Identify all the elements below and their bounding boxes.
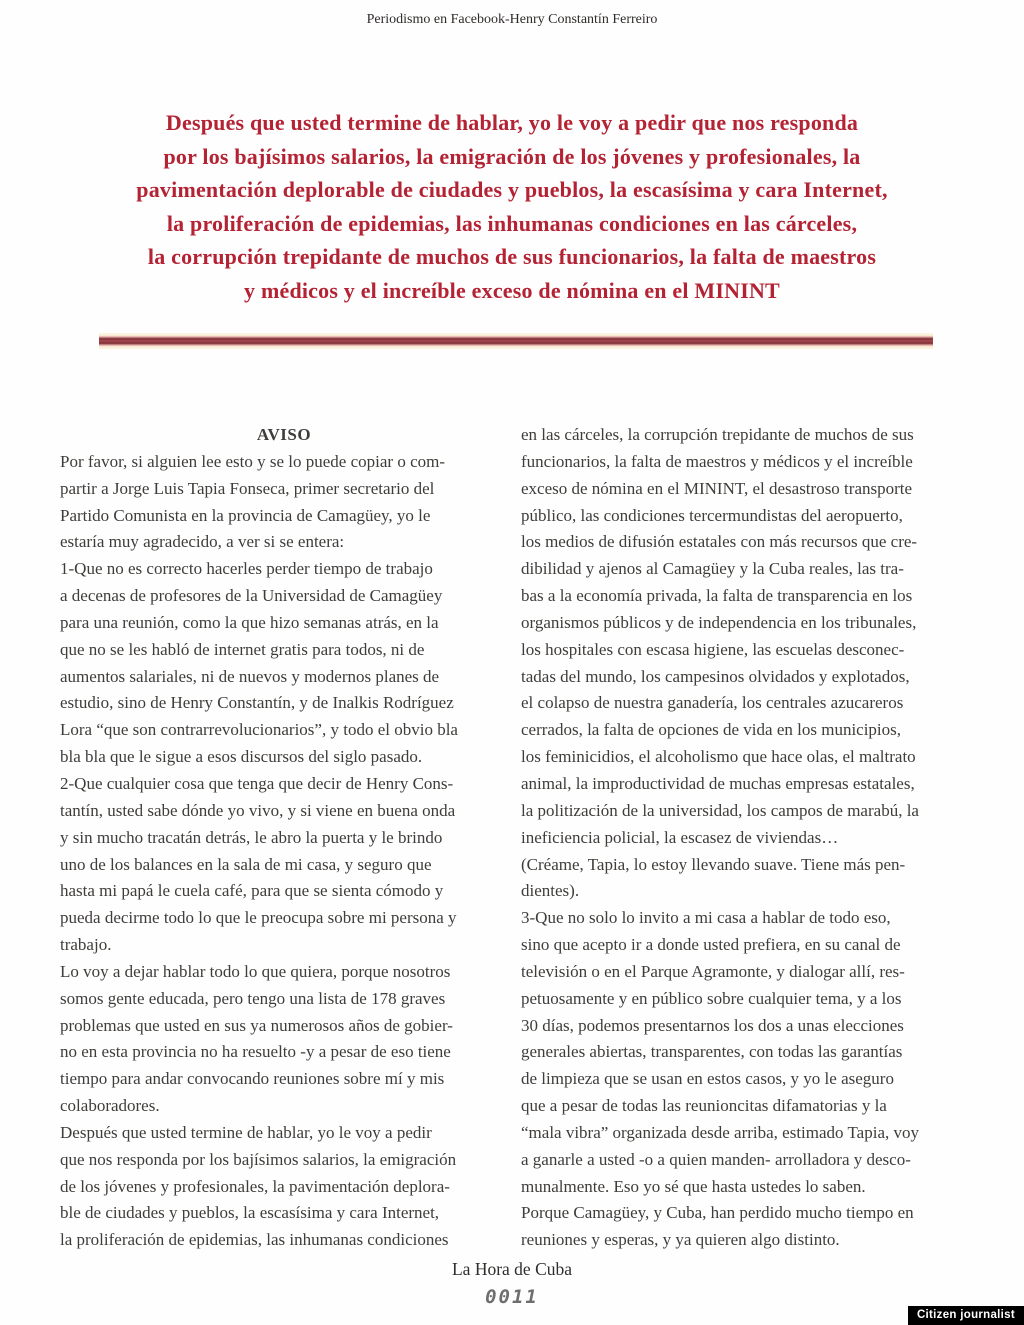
page-number: 0011 bbox=[485, 1286, 539, 1308]
body-column-right bbox=[521, 422, 977, 1254]
body-column-left bbox=[60, 422, 508, 1254]
body-text-right: en las cárceles, la corrupción trepidante de muchos de sus funcionarios, la falta de maestros y médicos y el increíble exceso de nómina en el MININT, el desastroso transporte público, las condiciones tercermundistas del aeropuerto, los medios de difusión estatales con más recursos que cre- dibilidad y ajenos al Camagüey y la Cuba reales, las tra- bas a la economía privada, la falta de transparencia en los organismos públicos y de independencia en los tribunales, los hospitales con escasa higiene, las escuelas desconec- tadas del mundo, los campesinos olvidados y explotados, el colapso de nuestra ganadería, los centrales azucareros cerrados, la falta de opciones de vida en los municipios, los feminicidios, el alcoholismo que hace olas, el maltrato animal, la improductividad de muchas empresas estatales, la politización de la universidad, los campos de marabú, la ineficiencia policial, la escasez de viviendas… (Créame, Tapia, lo estoy llevando suave. Tiene más pen- dientes). 3-Que no solo lo invito a mi casa a hablar de todo eso, sino que acepto ir a donde usted prefiera, en su canal de televisión o en el Parque Agramonte, y dialogar allí, res- petuosamente y en público sobre cualquier tema, y a los 30 días, podemos presentarnos los dos a unas elecciones generales abiertas, transparentes, con todas las garantías de limpieza que se usan en estos casos, y yo le aseguro que a pesar de todas las reunioncitas difamatorias y la “mala vibra” organizada desde arriba, estimado Tapia, voy a ganarle a usted -o a quien manden- arrolladora y desco- munalmente. Eso yo sé que hasta ustedes lo saben. Porque Camagüey, y Cuba, han perdido mucho tiempo en reuniones y esperas, y ya quieren algo distinto. bbox=[521, 425, 919, 1250]
page-running-header: Periodismo en Facebook-Henry Constantín Ferreiro bbox=[366, 12, 658, 27]
body-text-left: Por favor, si alguien lee esto y se lo puede copiar o com- partir a Jorge Luis Tapia Fonseca, primer secretario del Partido Comunista en la provincia de Camagüey, yo le estaría muy agradecido, a ver si se entera: 1-Que no es correcto hacerles perder tiempo de trabajo a decenas de profesores de la Universidad de Camagüey para una reunión, como la que hizo semanas atrás, en la que no se les habló de internet gratis para todos, ni de aumentos salariales, ni de nuevos y modernos planes de estudio, sino de Henry Constantín, y de Inalkis Rodríguez Lora “que son contrarrevolucionarios”, y todo el obvio bla bla bla que le sigue a esos discursos del siglo pasado. 2-Que cualquier cosa que tenga que decir de Henry Cons- tantín, usted sabe dónde yo vivo, y si viene en buena onda y sin mucho tracatán detrás, le abro la puerta y le brindo uno de los balances en la sala de mi casa, y seguro que hasta mi papá le cuela café, para que se sienta cómodo y pueda decirme todo lo que le preocupa sobre mi persona y trabajo. Lo voy a dejar hablar todo lo que quiera, porque nosotros somos gente educada, pero tengo una lista de 178 graves problemas que usted en sus ya numerosos años de gobier- no en esta provincia no ha resuelto -y a pesar de eso tiene tiempo para andar convocando reuniones sobre mí y mis colaboradores. Después que usted termine de hablar, yo le voy a pedir que nos responda por los bajísimos salarios, la emigración de los jóvenes y profesionales, la pavimentación deplora- ble de ciudades y pueblos, la escasísima y cara Internet, la proliferación de epidemias, las inhumanas condiciones bbox=[60, 451, 458, 1250]
pull-quote-headline: Después que usted termine de hablar, yo le voy a pedir que nos responda por los bajísimos salarios, la emigración de los jóvenes y profesionales, la pavimentación deplorable de ciudades y pueblos, la escasísima y cara Internet, la proliferación de epidemias, las inhumanas condiciones en las cárceles, la corrupción trepidante de muchos de sus funcionarios, la falta de maestros y médicos y el increíble exceso de nómina en el MININT bbox=[136, 110, 888, 303]
citizen-journalist-badge: Citizen journalist bbox=[908, 1306, 1024, 1325]
section-heading-aviso: AVISO bbox=[256, 425, 312, 444]
publication-name: La Hora de Cuba bbox=[451, 1259, 573, 1279]
decorative-divider-rule bbox=[99, 333, 933, 349]
